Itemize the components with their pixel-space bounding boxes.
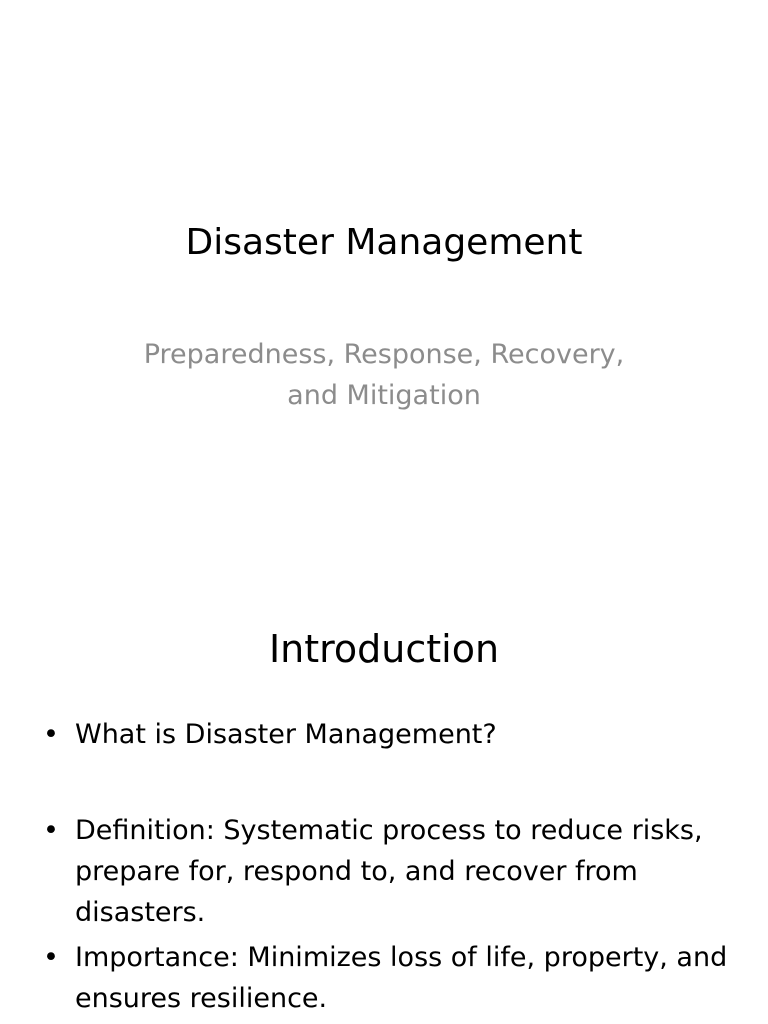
slide-title: Introduction (268, 627, 500, 671)
bullet-dot-icon: • (43, 719, 59, 750)
slide-subtitle: Preparedness, Response, Recovery, and Mitigation (143, 339, 625, 411)
bullet-item (38, 937, 738, 1019)
introduction-slide (0, 576, 768, 1024)
bullet-item (38, 810, 738, 933)
bullet-text: Definition: Systematic process to reduce risks, prepare for, respond to, and recover from disasters. (75, 815, 703, 928)
bullet-list (38, 714, 738, 1019)
slide-title: Disaster Management (185, 222, 583, 263)
bullet-dot-icon: • (43, 942, 59, 973)
bullet-text: What is Disaster Management? (75, 719, 497, 750)
bullet-item (38, 714, 738, 755)
bullet-dot-icon: • (43, 815, 59, 846)
bullet-text: Importance: Minimizes loss of life, property, and ensures resilience. (75, 942, 728, 1014)
